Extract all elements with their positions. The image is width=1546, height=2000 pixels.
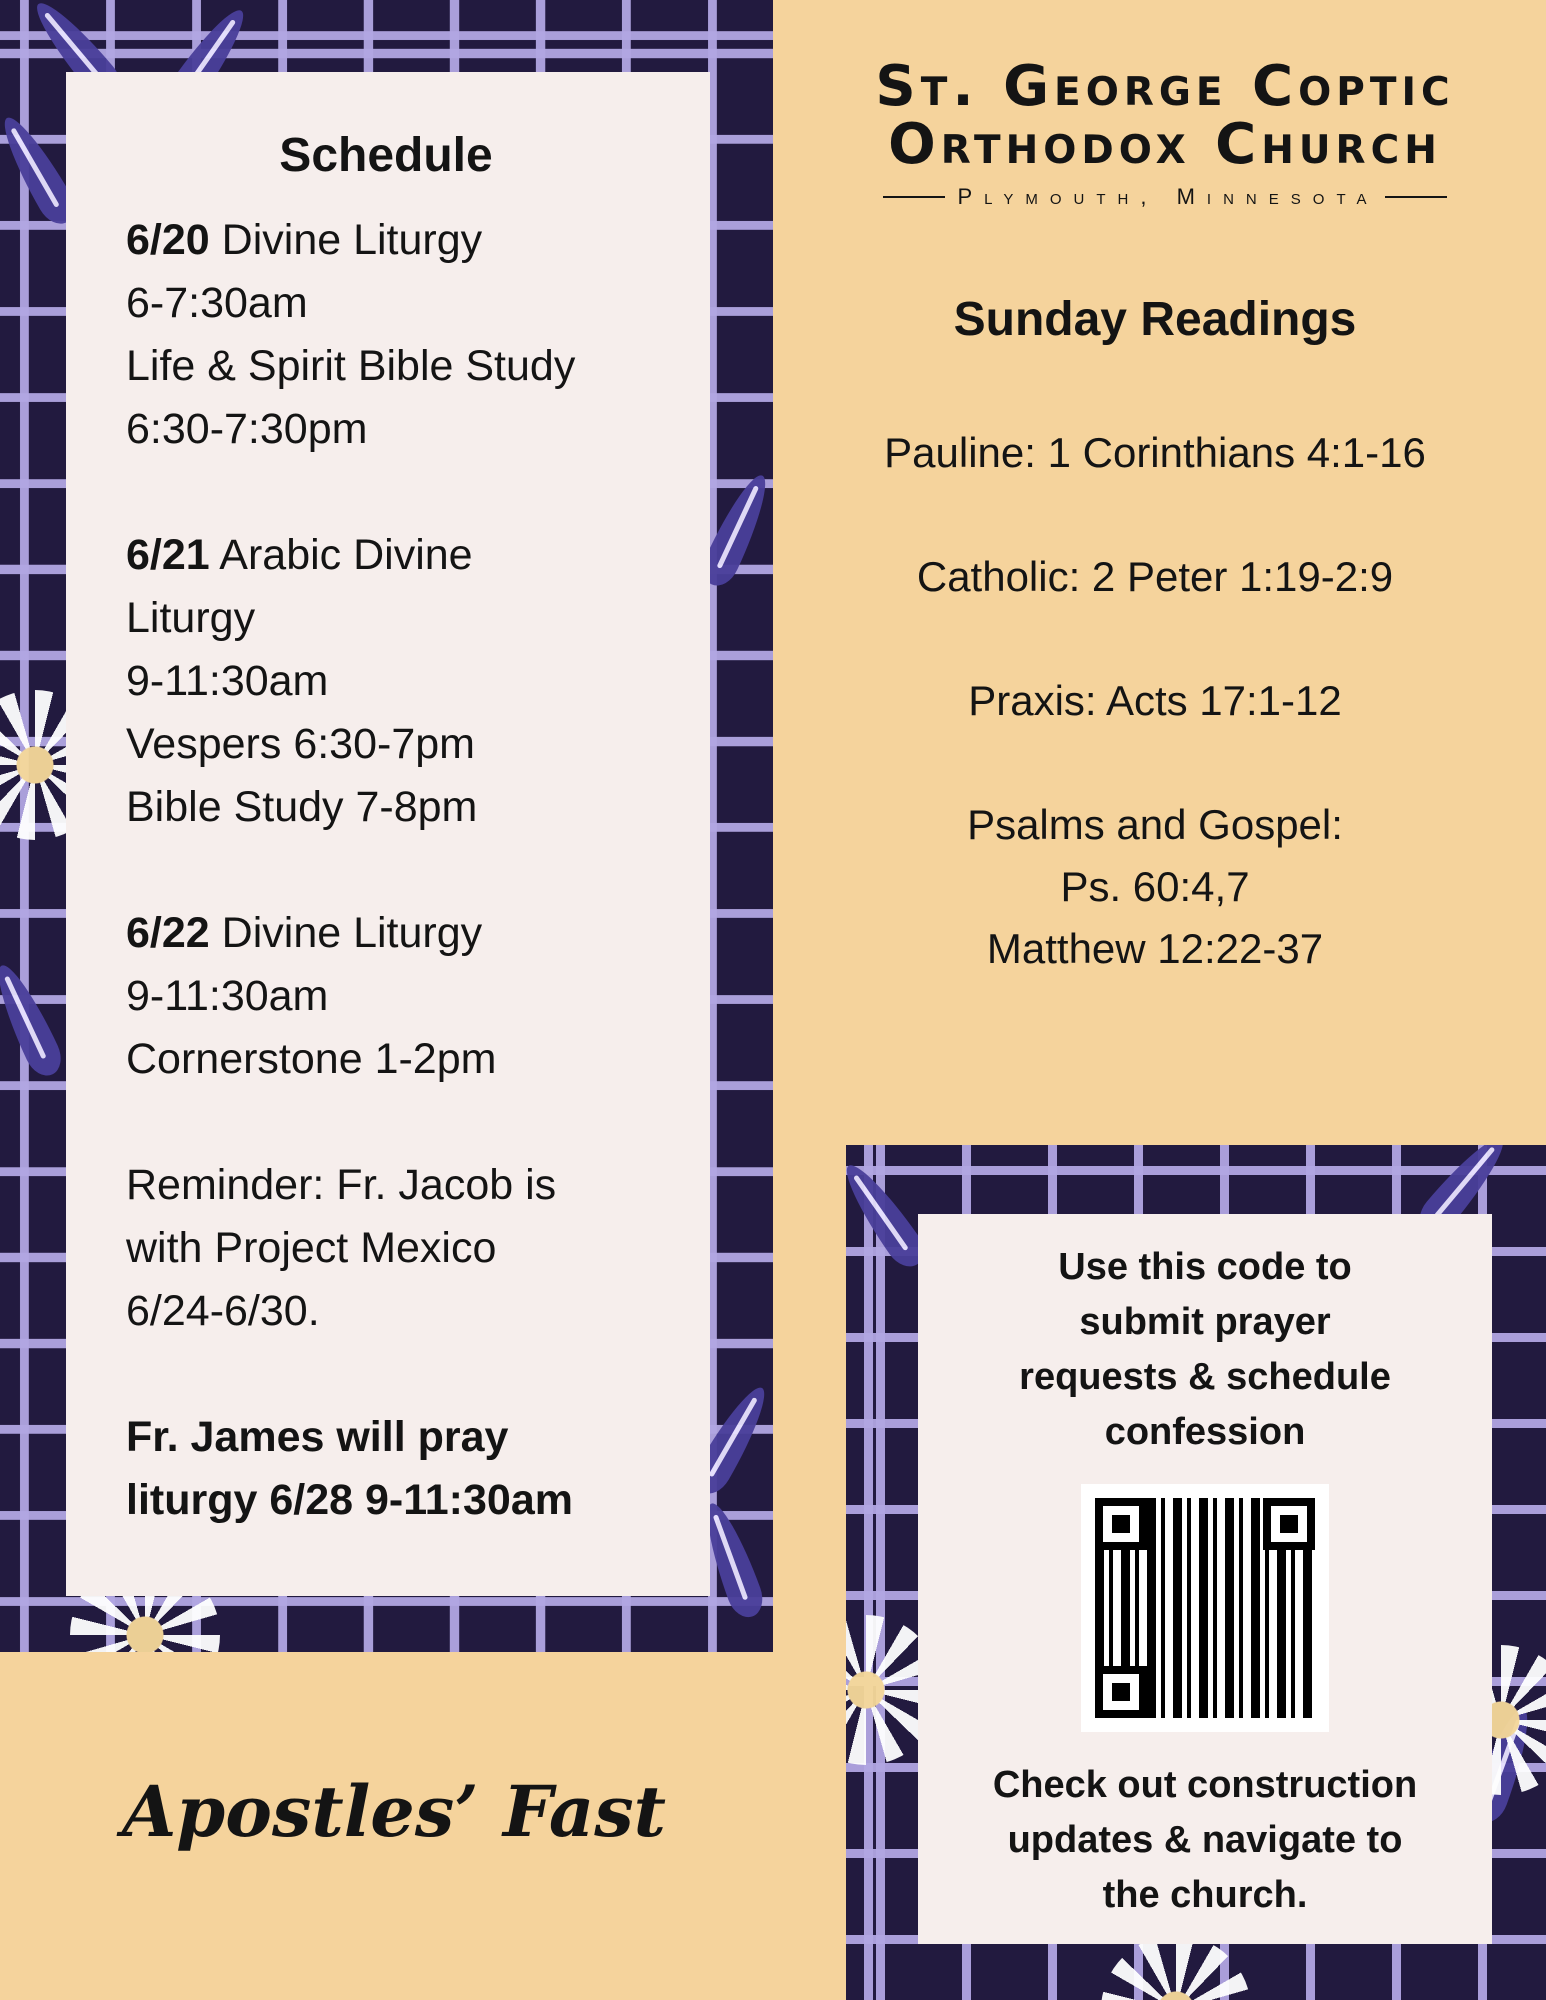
schedule-block-622 xyxy=(126,902,710,1091)
divider xyxy=(883,196,945,198)
qr-card xyxy=(918,1214,1492,1944)
reminder-line: with Project Mexico xyxy=(126,1224,497,1272)
schedule-time: 6:30-7:30pm xyxy=(126,405,368,453)
schedule-event: Arabic Divine xyxy=(219,531,473,579)
church-location: Plymouth, Minnesota xyxy=(957,184,1379,209)
schedule-line xyxy=(126,902,710,965)
church-name-line1: St. George Coptic xyxy=(875,54,1455,119)
schedule-card xyxy=(66,72,710,1596)
schedule-event: Life & Spirit Bible Study xyxy=(126,342,576,390)
qr-finder-pattern xyxy=(1095,1498,1147,1550)
notice-line: Fr. James will pray xyxy=(126,1413,509,1461)
schedule-event: Cornerstone 1-2pm xyxy=(126,1035,497,1083)
schedule-event: Bible Study 7-8pm xyxy=(126,783,478,831)
schedule-line xyxy=(126,524,710,587)
schedule-event: Divine Liturgy xyxy=(221,909,483,957)
reading-psalms-title: Psalms and Gospel: xyxy=(967,801,1343,848)
schedule-date: 6/21 xyxy=(126,531,210,579)
reading-pauline: Pauline: 1 Corinthians 4:1-16 xyxy=(884,429,1426,476)
reading-praxis: Praxis: Acts 17:1-12 xyxy=(968,677,1342,724)
qr-bottom-line: updates & navigate to xyxy=(1007,1819,1403,1861)
qr-top-line: Use this code to xyxy=(1058,1246,1352,1288)
qr-finder-pattern xyxy=(1263,1498,1315,1550)
reminder-line: Reminder: Fr. Jacob is xyxy=(126,1161,557,1209)
church-name-line2: Orthodox Church xyxy=(888,112,1442,177)
church-header xyxy=(820,54,1510,210)
notice-block xyxy=(126,1406,710,1532)
schedule-date: 6/20 xyxy=(126,216,210,264)
schedule-time: 9-11:30am xyxy=(126,657,329,705)
qr-bottom-text xyxy=(918,1758,1492,1923)
schedule-line xyxy=(126,209,710,272)
qr-bottom-line: the church. xyxy=(1102,1874,1308,1916)
schedule-time: 6-7:30am xyxy=(126,279,308,327)
reminder-block xyxy=(126,1154,710,1343)
schedule-title: Schedule xyxy=(279,129,493,182)
qr-top-line: confession xyxy=(1104,1411,1306,1453)
schedule-event: Vespers 6:30-7pm xyxy=(126,720,475,768)
reminder-line: 6/24-6/30. xyxy=(126,1287,320,1335)
reading-psalm: Ps. 60:4,7 xyxy=(1060,863,1250,910)
notice-line: liturgy 6/28 9-11:30am xyxy=(126,1476,573,1524)
schedule-block-621 xyxy=(126,524,710,839)
daisy-decoration xyxy=(1101,1935,1251,2000)
schedule-event: Divine Liturgy xyxy=(221,216,483,264)
schedule-block-620 xyxy=(126,209,710,461)
fast-title: Apostles’ Fast xyxy=(122,1770,666,1853)
reading-gospel: Matthew 12:22-37 xyxy=(986,925,1324,972)
schedule-time: 9-11:30am xyxy=(126,972,329,1020)
qr-top-line: submit prayer xyxy=(1079,1301,1331,1343)
schedule-event: Liturgy xyxy=(126,594,256,642)
qr-finder-pattern xyxy=(1095,1666,1147,1718)
church-location-row xyxy=(820,184,1510,210)
qr-top-text xyxy=(918,1240,1492,1460)
qr-code-icon[interactable] xyxy=(1081,1484,1329,1732)
reading-catholic: Catholic: 2 Peter 1:19-2:9 xyxy=(916,553,1394,600)
schedule-date: 6/22 xyxy=(126,909,210,957)
sunday-readings xyxy=(820,280,1490,980)
readings-title: Sunday Readings xyxy=(953,293,1357,346)
divider xyxy=(1385,196,1447,198)
qr-bottom-line: Check out construction xyxy=(992,1764,1418,1806)
leaf-decoration xyxy=(0,958,68,1081)
qr-top-line: requests & schedule xyxy=(1019,1356,1391,1398)
